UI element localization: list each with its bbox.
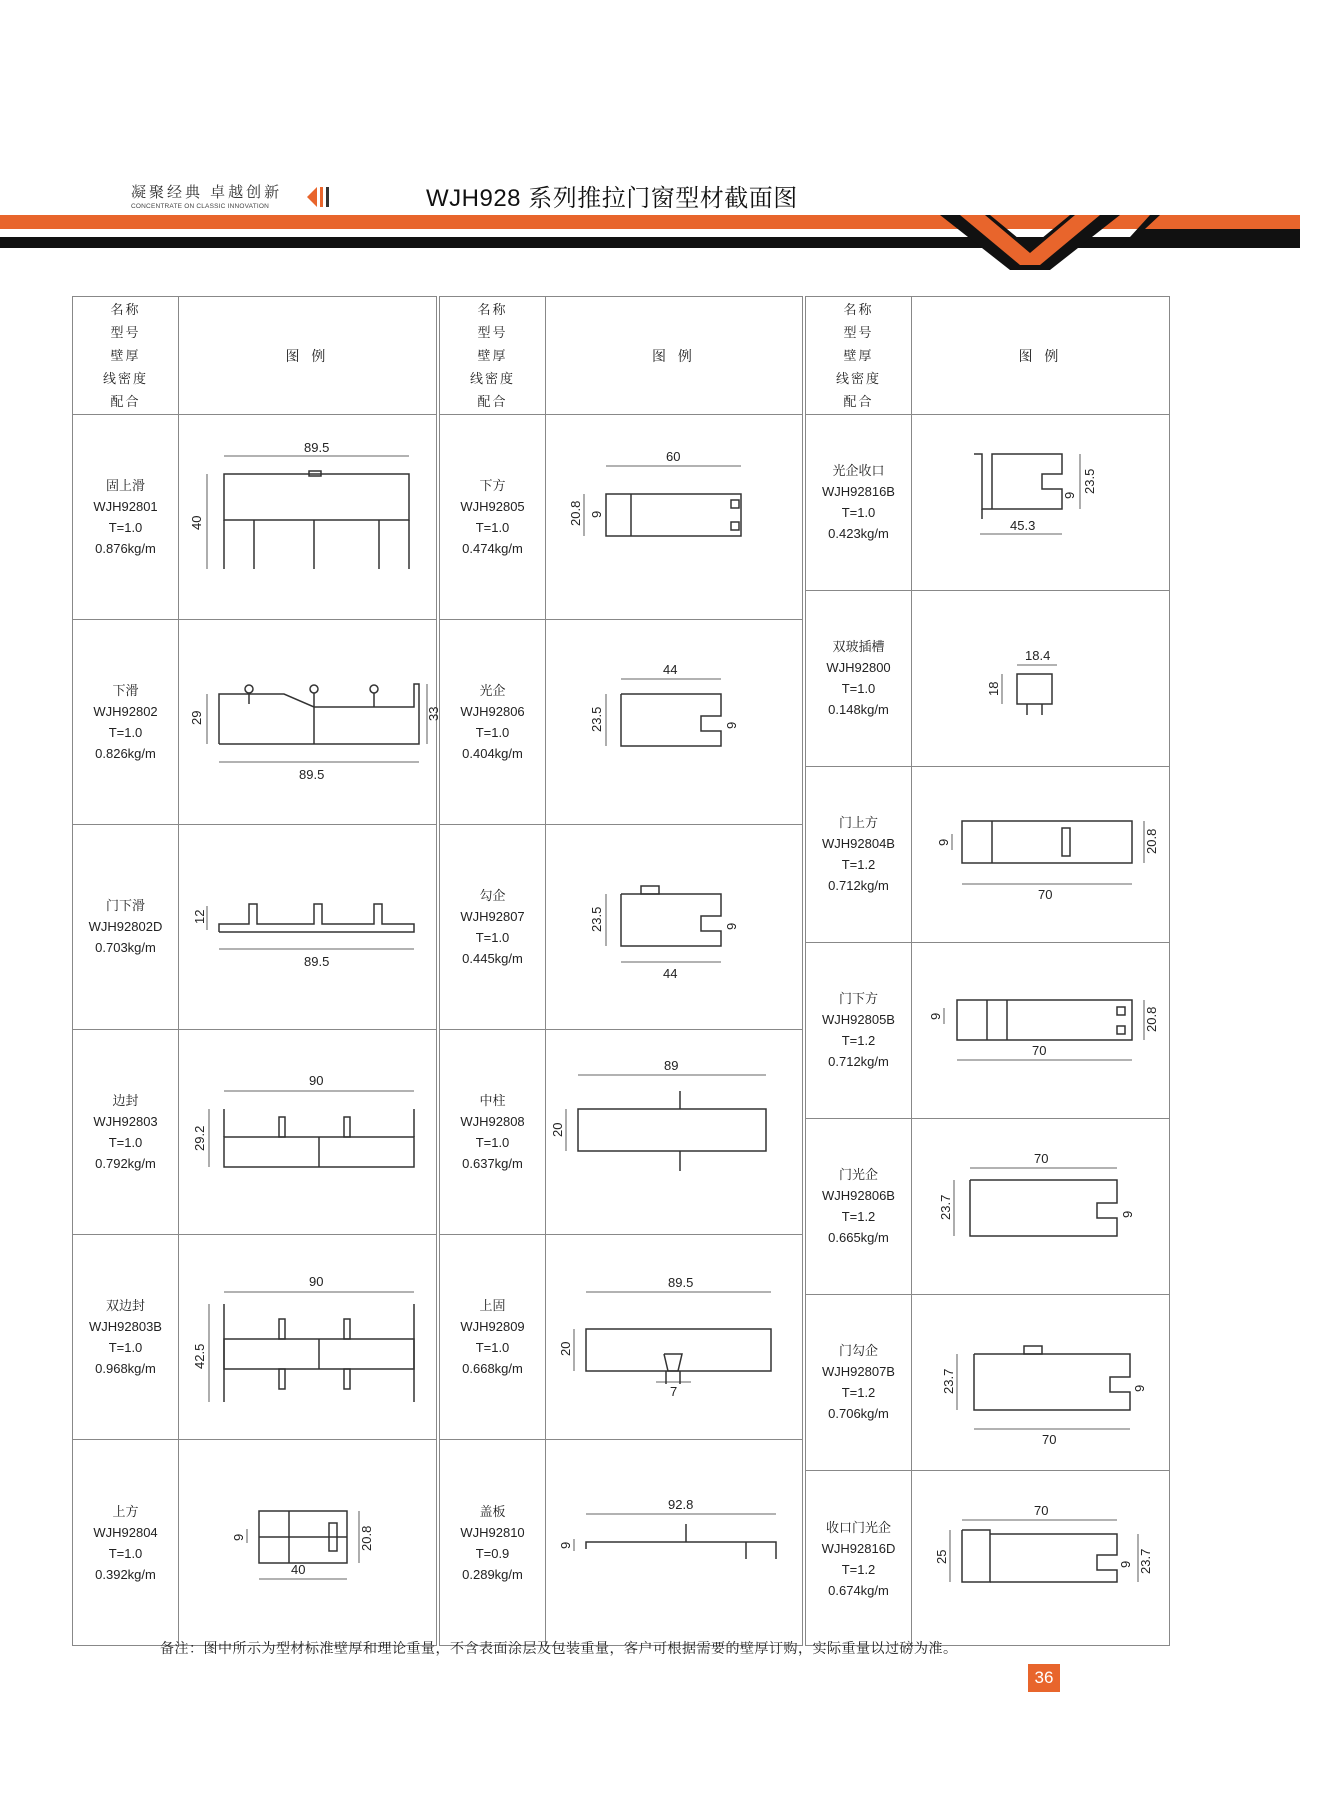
profile-model: WJH92806 <box>460 703 525 719</box>
profile-name: 门上方 <box>838 815 878 830</box>
svg-text:23.7: 23.7 <box>941 1368 956 1394</box>
profile-row <box>806 1118 1169 1295</box>
svg-text:60: 60 <box>666 449 681 464</box>
profile-name: 固上滑 <box>105 477 145 493</box>
profile-info <box>806 766 912 942</box>
figure-header: 图 例 <box>1018 347 1063 364</box>
profile-row <box>73 1234 436 1440</box>
profile-name: 上方 <box>112 1504 139 1519</box>
profile-info <box>73 1234 179 1439</box>
profile-name: 光企收口 <box>832 463 885 478</box>
profile-thickness: T=1.2 <box>841 1385 876 1400</box>
svg-text:90: 90 <box>309 1274 324 1289</box>
svg-text:12: 12 <box>192 909 207 924</box>
svg-text:23.7: 23.7 <box>1138 1548 1153 1574</box>
figure-header: 图 例 <box>652 347 696 364</box>
svg-text:9: 9 <box>724 922 739 930</box>
profile-info <box>440 619 546 824</box>
svg-text:9: 9 <box>1120 1210 1135 1218</box>
profile-drawing <box>546 414 802 619</box>
profile-row <box>806 1294 1169 1471</box>
profile-drawing <box>546 619 802 824</box>
profile-density: 0.703kg/m <box>95 940 156 955</box>
profile-table-2 <box>439 296 803 1646</box>
svg-text:89.5: 89.5 <box>299 767 325 782</box>
profile-thickness: T=1.0 <box>108 724 143 740</box>
profile-thickness: T=1.0 <box>108 1134 143 1150</box>
profile-info <box>73 619 179 824</box>
svg-text:44: 44 <box>663 662 678 677</box>
svg-text:9: 9 <box>589 510 604 518</box>
profile-row <box>73 1439 436 1647</box>
profile-density: 0.712kg/m <box>828 878 889 893</box>
table-header <box>806 297 1169 415</box>
profile-thickness: T=1.2 <box>841 1033 876 1048</box>
svg-text:20.8: 20.8 <box>359 1525 374 1551</box>
profile-density: 0.792kg/m <box>95 1155 156 1171</box>
brand-arrow-icon <box>305 184 335 210</box>
page-title: WJH928 系列推拉门窗型材截面图 <box>426 185 798 212</box>
svg-text:20.8: 20.8 <box>568 500 583 526</box>
svg-text:23.5: 23.5 <box>589 906 604 932</box>
profile-density: 0.876kg/m <box>95 540 156 556</box>
profile-info <box>806 1118 912 1294</box>
profile-thickness: T=1.2 <box>841 857 876 872</box>
profile-thickness: T=1.0 <box>475 519 510 535</box>
profile-row <box>806 590 1169 767</box>
profile-info <box>73 1029 179 1234</box>
profile-density: 0.826kg/m <box>95 745 156 761</box>
svg-text:45.3: 45.3 <box>1010 518 1036 533</box>
profile-info <box>440 1439 546 1647</box>
svg-text:9: 9 <box>928 1012 943 1020</box>
svg-text:92.8: 92.8 <box>668 1497 694 1512</box>
brand-slogan-cn: 凝聚经典 卓越创新 <box>131 184 283 201</box>
profile-model: WJH92816D <box>821 1540 896 1556</box>
svg-text:44: 44 <box>663 966 678 981</box>
profile-density: 0.674kg/m <box>828 1582 889 1598</box>
table-header <box>73 297 436 415</box>
svg-text:20.8: 20.8 <box>1144 828 1159 854</box>
profile-name: 门下滑 <box>105 898 145 913</box>
profile-info <box>806 942 912 1118</box>
profile-model: WJH92803B <box>89 1318 162 1334</box>
svg-text:25: 25 <box>934 1549 949 1564</box>
profile-thickness: T=1.0 <box>108 1339 143 1355</box>
profile-info <box>806 590 912 766</box>
profile-density: 0.404kg/m <box>462 745 523 761</box>
header-labels: 名称 型号 壁厚 线密度 配合 <box>806 297 912 414</box>
svg-text:7: 7 <box>670 1384 678 1399</box>
profile-model: WJH92810 <box>460 1525 525 1540</box>
profile-info <box>440 414 546 619</box>
profile-model: WJH92809 <box>460 1318 525 1334</box>
profile-model: WJH92805 <box>460 498 525 514</box>
svg-text:9: 9 <box>558 1541 573 1549</box>
profile-thickness: T=1.0 <box>475 724 510 740</box>
profile-drawing <box>912 1470 1169 1647</box>
profile-drawing <box>912 942 1169 1118</box>
profile-name: 盖板 <box>479 1504 506 1519</box>
svg-text:20: 20 <box>550 1122 565 1137</box>
profile-density: 0.706kg/m <box>828 1406 889 1421</box>
profile-row <box>806 766 1169 943</box>
profile-row <box>73 1029 436 1235</box>
profile-name: 下方 <box>479 477 506 493</box>
profile-model: WJH92807B <box>822 1364 895 1379</box>
profile-info <box>440 1234 546 1439</box>
profile-drawing <box>546 1029 802 1234</box>
svg-text:33: 33 <box>426 706 441 721</box>
svg-text:23.5: 23.5 <box>589 706 604 732</box>
profile-model: WJH92802 <box>93 703 158 719</box>
profile-model: WJH92802D <box>88 919 163 934</box>
profile-row <box>440 414 802 620</box>
header-labels: 名称 型号 壁厚 线密度 配合 <box>440 297 546 414</box>
svg-text:89.5: 89.5 <box>304 954 330 969</box>
svg-text:89.5: 89.5 <box>304 440 330 455</box>
svg-text:89.5: 89.5 <box>668 1275 694 1290</box>
svg-text:29.2: 29.2 <box>192 1125 207 1151</box>
profile-row <box>440 619 802 825</box>
svg-text:70: 70 <box>1034 1503 1049 1518</box>
profile-drawing <box>912 414 1169 590</box>
profile-name: 下滑 <box>112 682 139 698</box>
profile-info <box>73 414 179 619</box>
profile-density: 0.289kg/m <box>462 1567 523 1582</box>
brand <box>131 181 282 210</box>
svg-text:23.5: 23.5 <box>1082 468 1097 494</box>
profile-row <box>806 414 1169 591</box>
profile-thickness: T=1.0 <box>108 1546 143 1561</box>
profile-model: WJH92803 <box>93 1113 158 1129</box>
profile-density: 0.668kg/m <box>462 1360 523 1376</box>
profile-drawing <box>179 414 436 619</box>
profile-model: WJH92800 <box>826 660 891 675</box>
profile-density: 0.445kg/m <box>462 950 523 966</box>
profile-density: 0.392kg/m <box>95 1567 156 1582</box>
profile-density: 0.665kg/m <box>828 1230 889 1245</box>
profile-thickness: T=0.9 <box>475 1546 510 1561</box>
profile-model: WJH92801 <box>93 498 158 514</box>
svg-text:70: 70 <box>1042 1432 1057 1447</box>
profile-name: 勾企 <box>479 887 506 903</box>
svg-text:9: 9 <box>1132 1384 1147 1392</box>
profile-density: 0.968kg/m <box>95 1360 156 1376</box>
svg-text:90: 90 <box>309 1073 324 1088</box>
svg-text:89: 89 <box>664 1058 679 1073</box>
profile-row <box>440 1234 802 1440</box>
profile-name: 双玻插槽 <box>832 639 885 654</box>
profile-density: 0.148kg/m <box>828 702 889 717</box>
svg-text:9: 9 <box>1118 1560 1133 1568</box>
page-number: 36 <box>1028 1664 1060 1692</box>
svg-text:70: 70 <box>1032 1043 1047 1058</box>
profile-model: WJH92804 <box>93 1525 158 1540</box>
svg-text:9: 9 <box>1062 491 1077 499</box>
svg-text:18.4: 18.4 <box>1025 648 1051 663</box>
svg-text:40: 40 <box>291 1562 306 1577</box>
profile-thickness: T=1.0 <box>475 929 510 945</box>
svg-text:42.5: 42.5 <box>192 1343 207 1369</box>
profile-row <box>73 414 436 620</box>
profile-row <box>806 942 1169 1119</box>
profile-model: WJH92808 <box>460 1113 525 1129</box>
profile-drawing <box>179 1439 436 1647</box>
profile-density: 0.423kg/m <box>828 526 889 541</box>
profile-name: 门勾企 <box>838 1343 878 1358</box>
svg-text:23.7: 23.7 <box>938 1194 953 1220</box>
profile-table-1 <box>72 296 441 1646</box>
svg-text:9: 9 <box>936 838 951 846</box>
profile-drawing <box>179 824 436 1029</box>
svg-text:29: 29 <box>189 710 204 725</box>
profile-thickness: T=1.0 <box>108 519 143 535</box>
svg-text:20: 20 <box>558 1341 573 1356</box>
profile-row <box>440 1439 802 1647</box>
header-stripe-bar <box>0 210 1317 270</box>
profile-drawing <box>912 590 1169 766</box>
profile-name: 光企 <box>479 682 506 698</box>
profile-density: 0.712kg/m <box>828 1054 889 1069</box>
profile-drawing <box>179 1029 436 1234</box>
profile-thickness: T=1.2 <box>841 1561 876 1577</box>
profile-model: WJH92806B <box>822 1188 895 1203</box>
svg-text:9: 9 <box>231 1533 246 1541</box>
profile-info <box>806 1294 912 1470</box>
profile-info <box>806 414 912 590</box>
profile-density: 0.637kg/m <box>462 1155 523 1171</box>
profile-name: 收口门光企 <box>825 1519 891 1535</box>
profile-info <box>440 1029 546 1234</box>
profile-name: 双边封 <box>105 1297 145 1313</box>
profile-thickness: T=1.0 <box>841 505 876 520</box>
profile-drawing <box>912 1294 1169 1470</box>
profile-name: 中柱 <box>479 1092 506 1108</box>
table-header <box>440 297 802 415</box>
profile-drawing <box>546 1234 802 1439</box>
profile-model: WJH92805B <box>822 1012 895 1027</box>
profile-density: 0.474kg/m <box>462 540 523 556</box>
profile-row <box>73 619 441 825</box>
profile-info <box>73 1439 179 1647</box>
profile-drawing <box>912 1118 1169 1294</box>
profile-drawing <box>179 1234 436 1439</box>
profile-info <box>73 824 179 1029</box>
footnote: 备注：图中所示为型材标准壁厚和理论重量，不含表面涂层及包装重量，客户可根据需要的壁厚订购，实际重量以过磅为准。 <box>160 1640 958 1656</box>
svg-text:9: 9 <box>724 721 739 729</box>
profile-drawing <box>179 619 441 824</box>
profile-thickness: T=1.2 <box>841 1209 876 1224</box>
header-labels: 名称 型号 壁厚 线密度 配合 <box>73 297 179 414</box>
profile-thickness: T=1.0 <box>475 1134 510 1150</box>
profile-info <box>440 824 546 1029</box>
svg-text:40: 40 <box>189 515 204 530</box>
profile-table-3 <box>805 296 1170 1646</box>
profile-name: 门下方 <box>838 991 878 1006</box>
profile-drawing <box>912 766 1169 942</box>
svg-text:18: 18 <box>986 681 1001 696</box>
profile-model: WJH92807 <box>460 908 525 924</box>
profile-drawing <box>546 824 802 1029</box>
profile-thickness: T=1.0 <box>841 681 876 696</box>
svg-text:70: 70 <box>1034 1151 1049 1166</box>
profile-row <box>73 824 436 1030</box>
profile-drawing <box>546 1439 802 1647</box>
svg-text:70: 70 <box>1038 887 1053 902</box>
profile-name: 边封 <box>112 1092 139 1108</box>
profile-row <box>440 824 802 1030</box>
profile-row <box>440 1029 802 1235</box>
svg-text:20.8: 20.8 <box>1144 1006 1159 1032</box>
brand-slogan-en: CONCENTRATE ON CLASSIC INNOVATION <box>131 203 270 210</box>
figure-header: 图 例 <box>285 347 330 364</box>
profile-model: WJH92804B <box>822 836 895 851</box>
profile-name: 门光企 <box>838 1167 878 1182</box>
profile-info <box>806 1470 912 1647</box>
profile-row <box>806 1470 1169 1647</box>
profile-model: WJH92816B <box>822 484 895 499</box>
profile-thickness: T=1.0 <box>475 1339 510 1355</box>
profile-name: 上固 <box>479 1297 506 1313</box>
